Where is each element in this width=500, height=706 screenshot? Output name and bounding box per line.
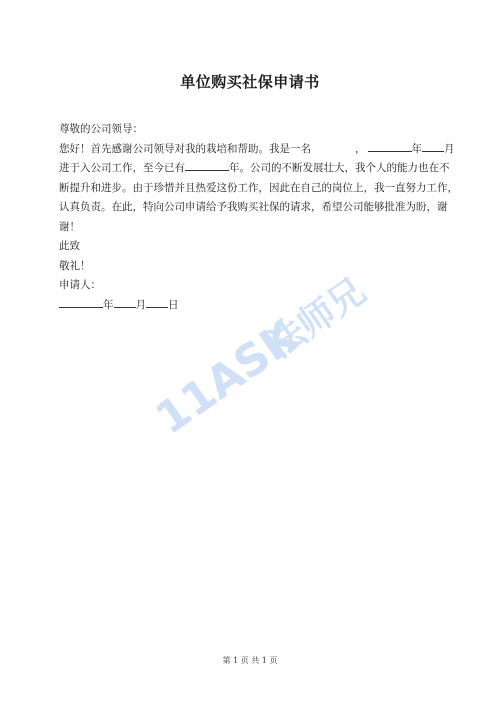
text-segment: ， xyxy=(355,142,366,155)
years-count-blank xyxy=(185,159,229,171)
paragraph-line-4: 认真负责。在此，特向公司申请给予我购买社保的请求，希望公司能够批准为盼，谢 xyxy=(59,201,448,213)
closing-ci-zhi: 此致 xyxy=(59,240,80,252)
month-label: 月 xyxy=(444,142,455,155)
page-footer: 第 1 页 共 1 页 xyxy=(222,656,278,665)
paragraph-line-5: 谢！ xyxy=(59,220,80,233)
text-segment: 年。公司的不断发展壮大，我个人的能力也在不 xyxy=(229,162,450,174)
watermark-text-cn: 法师兄 xyxy=(261,270,374,367)
watermark-logo xyxy=(120,255,380,455)
paragraph-line-1 xyxy=(59,140,455,160)
paragraph-line-3: 断提升和进步。由于珍惜并且热爱这份工作，因此在自己的岗位上，我一直努力工作， xyxy=(59,181,458,194)
date-month-label: 月 xyxy=(135,298,146,311)
document-title: 单位购买社保申请书 xyxy=(180,73,320,91)
watermark-text-main: 11ASK xyxy=(146,310,308,445)
date-year-label: 年 xyxy=(103,298,114,311)
applicant-label: 申请人： xyxy=(59,279,101,291)
salutation: 尊敬的公司领导： xyxy=(59,123,143,135)
date-day-label: 日 xyxy=(168,298,179,311)
text-segment: 进于入公司工作，至今已有 xyxy=(59,162,185,174)
month-blank xyxy=(422,140,444,152)
closing-jing-li: 敬礼！ xyxy=(59,259,91,272)
year-label: 年 xyxy=(411,142,422,155)
date-year-blank xyxy=(59,296,103,308)
paragraph-line-2 xyxy=(59,159,450,179)
year-blank xyxy=(368,140,412,152)
text-segment: 您好！首先感谢公司领导对我的栽培和帮助。我是一名 xyxy=(59,142,311,155)
